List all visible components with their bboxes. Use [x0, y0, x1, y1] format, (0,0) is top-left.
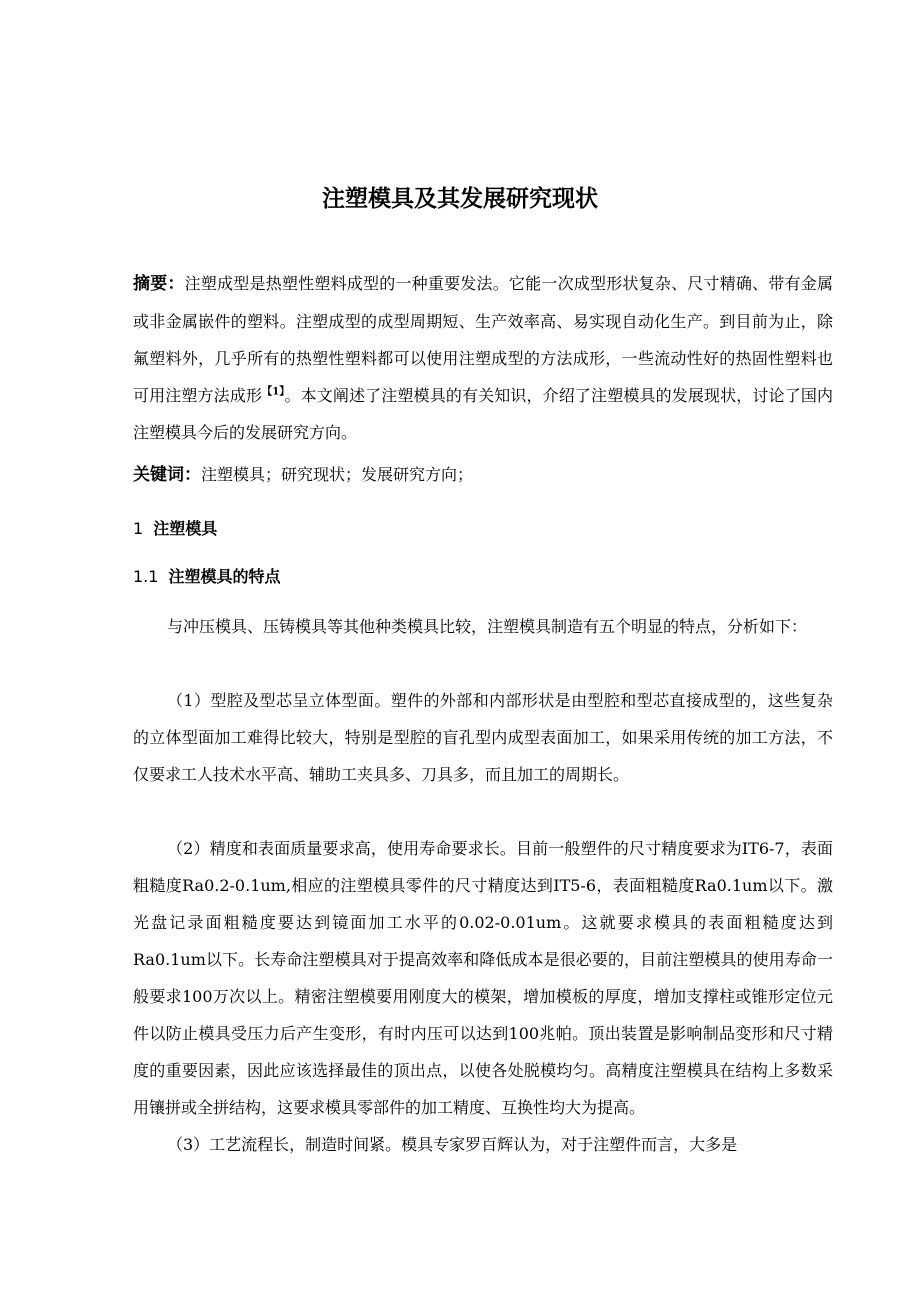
section-heading: [133, 514, 217, 544]
abstract-label: 摘要：: [133, 274, 185, 294]
body-paragraph: （3）工艺流程长，制造时间紧。模具专家罗百辉认为，对于注塑件而言，大多是: [167, 1135, 738, 1154]
citation-marker: 【1】: [262, 386, 285, 398]
keywords-label: 关键词：: [133, 465, 201, 485]
keywords-text: 注塑模具；研究现状；发展研究方向；: [201, 465, 474, 484]
subsection-heading: [133, 562, 280, 592]
body-paragraph: （2）精度和表面质量要求高，使用寿命要求长。目前一般塑件的尺寸精度要求为IT6-7，表面粗糙度Ra0.2-0.1um,相应的注塑模具零件的尺寸精度达到IT5-6，表面粗糙度Ra0.1um以下。激光盘记录面粗糙度要达到镜面加工水平的0.02-0.01um。这就要求模具的表面粗糙度达到Ra0.1um以下。长寿命注塑模具对于提高效率和降低成本是很必要的，目前注塑模具的使用寿命一般要求100万次以上。精密注塑模要用刚度大的模架，增加模板的厚度，增加支撑柱或锥形定位元件以防止模具受压力后产生变形，有时内压可以达到100兆帕。顶出装置是影响制品变形和尺寸精度的重要因素，因此应该选择最佳的顶出点，以使各处脱模均匀。高精度注塑模具在结构上多数采用镶拼或全拼结构，这要求模具零部件的加工精度、互换性均大为提高。: [133, 839, 833, 1117]
section-number: 1: [133, 519, 144, 538]
keywords-line: [133, 456, 473, 494]
abstract-paragraph: [133, 265, 833, 451]
section-title: 注塑模具: [153, 519, 218, 538]
abstract-text: 注塑成型是热塑性塑料成型的一种重要发法。它能一次成型形状复杂、尺寸精确、带有金属或非金属嵌件的塑料。注塑成型的成型周期短、生产效率高、易实现自动化生产。到目前为止，除氟塑料外，几乎所有的热塑性塑料都可以使用注塑成型的方法成形，一些流动性好的热固性塑料也可用注塑方法成形: [133, 274, 834, 405]
body-paragraph: （1）型腔及型芯呈立体型面。塑件的外部和内部形状是由型腔和型芯直接成型的，这些复杂的立体型面加工难得比较大，特别是型腔的盲孔型内成型表面加工，如果采用传统的加工方法，不仅要求工人技术水平高、辅助工夹具多、刀具多，而且加工的周期长。: [133, 691, 833, 784]
subsection-number: 1.1: [133, 567, 159, 586]
subsection-title: 注塑模具的特点: [168, 567, 281, 586]
body-paragraph: 与冲压模具、压铸模具等其他种类模具比较，注塑模具制造有五个明显的特点，分析如下：: [167, 617, 808, 636]
abstract-text-end: 。本文阐述了注塑模具的有关知识，介绍了注塑模具的发展现状，讨论了国内注塑模具今后的发展研究方向。: [133, 386, 833, 442]
page-title: 注塑模具及其发展研究现状: [322, 186, 598, 212]
